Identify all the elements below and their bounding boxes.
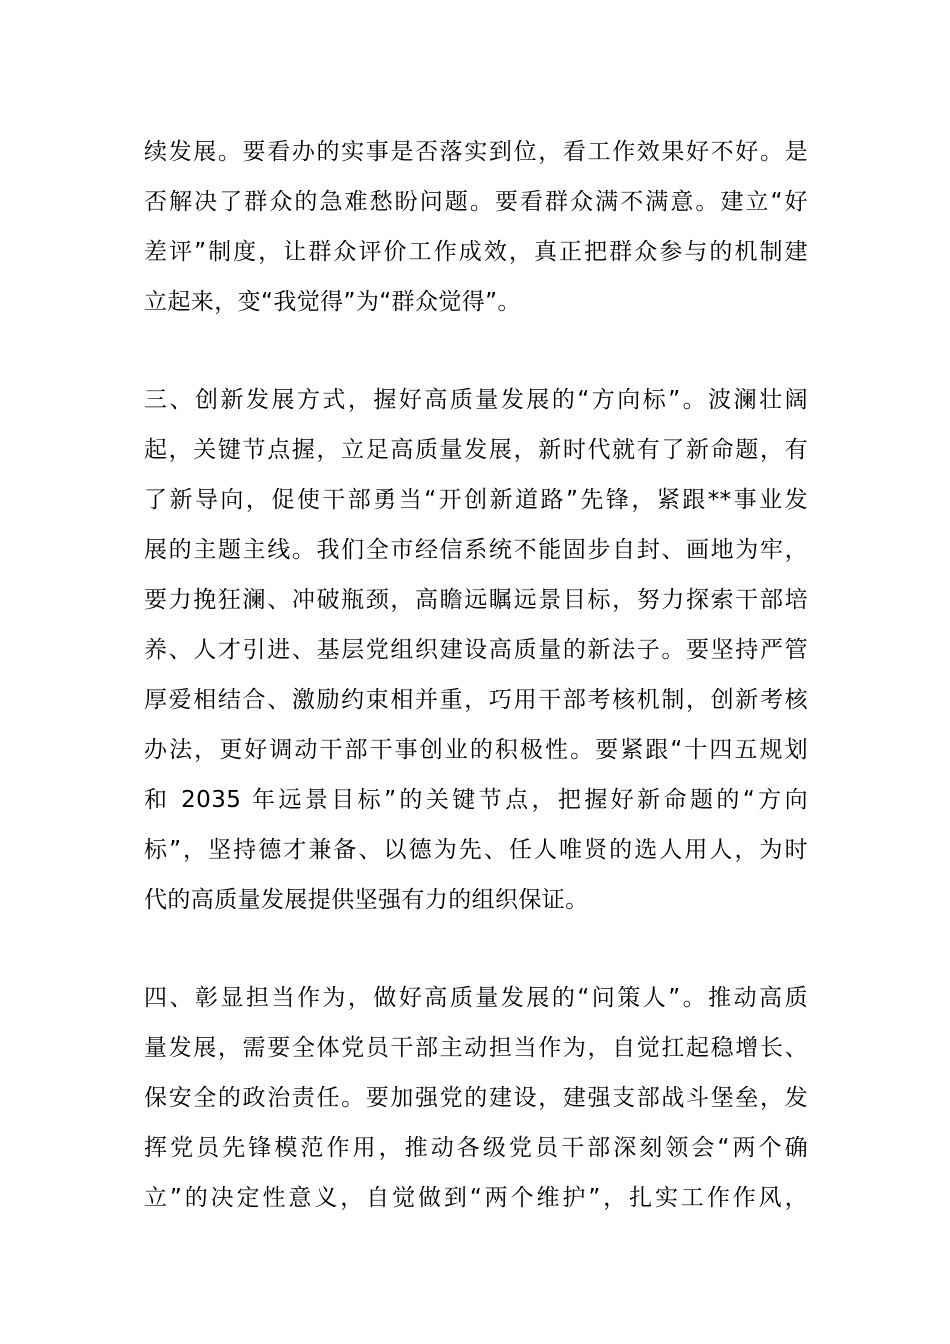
text-line: 保安全的政治责任。要加强党的建设，建强支部战斗堡垒，发 xyxy=(144,1085,808,1111)
text-line: 起，关键节点握，立足高质量发展，新时代就有了新命题，有 xyxy=(144,437,808,463)
paragraph-section-four xyxy=(144,973,808,1223)
text-line: 续发展。要看办的实事是否落实到位，看工作效果好不好。是 xyxy=(144,139,808,165)
text-line: 四、彰显担当作为，做好高质量发展的“问策人”。推动高质 xyxy=(144,985,808,1011)
text-line: 养、人才引进、基层党组织建设高质量的新法子。要坚持严管 xyxy=(144,637,808,663)
text-line: 要力挽狂澜、冲破瓶颈，高瞻远瞩远景目标，努力探索干部培 xyxy=(144,587,808,613)
text-line: 代的高质量发展提供坚强有力的组织保证。 xyxy=(144,887,589,913)
text-line: 厚爱相结合、激励约束相并重，巧用干部考核机制，创新考核 xyxy=(144,687,808,713)
text-line: 三、创新发展方式，握好高质量发展的“方向标”。波澜壮阔 xyxy=(144,387,808,413)
text-line: 立”的决定性意义，自觉做到“两个维护”，扎实工作作风， xyxy=(144,1185,808,1211)
paragraph-continuation xyxy=(144,127,808,327)
text-line: 标”，坚持德才兼备、以德为先、任人唯贤的选人用人，为时 xyxy=(144,837,808,863)
text-line: 差评”制度，让群众评价工作成效，真正把群众参与的机制建 xyxy=(144,239,808,265)
text-line: 和 2035 年远景目标”的关键节点，把握好新命题的“方向 xyxy=(144,787,808,813)
text-line: 立起来，变“我觉得”为“群众觉得”。 xyxy=(144,289,521,315)
text-line: 展的主题主线。我们全市经信系统不能固步自封、画地为牢， xyxy=(144,537,808,563)
text-line: 量发展，需要全体党员干部主动担当作为，自觉扛起稳增长、 xyxy=(144,1035,808,1061)
text-line: 了新导向，促使干部勇当“开创新道路”先锋，紧跟**事业发 xyxy=(144,487,808,513)
paragraph-section-three xyxy=(144,375,808,925)
text-line: 否解决了群众的急难愁盼问题。要看群众满不满意。建立“好 xyxy=(144,189,808,215)
text-line: 挥党员先锋模范作用，推动各级党员干部深刻领会“两个确 xyxy=(144,1135,808,1161)
text-line: 办法，更好调动干部干事创业的积极性。要紧跟“十四五规划 xyxy=(144,737,808,763)
